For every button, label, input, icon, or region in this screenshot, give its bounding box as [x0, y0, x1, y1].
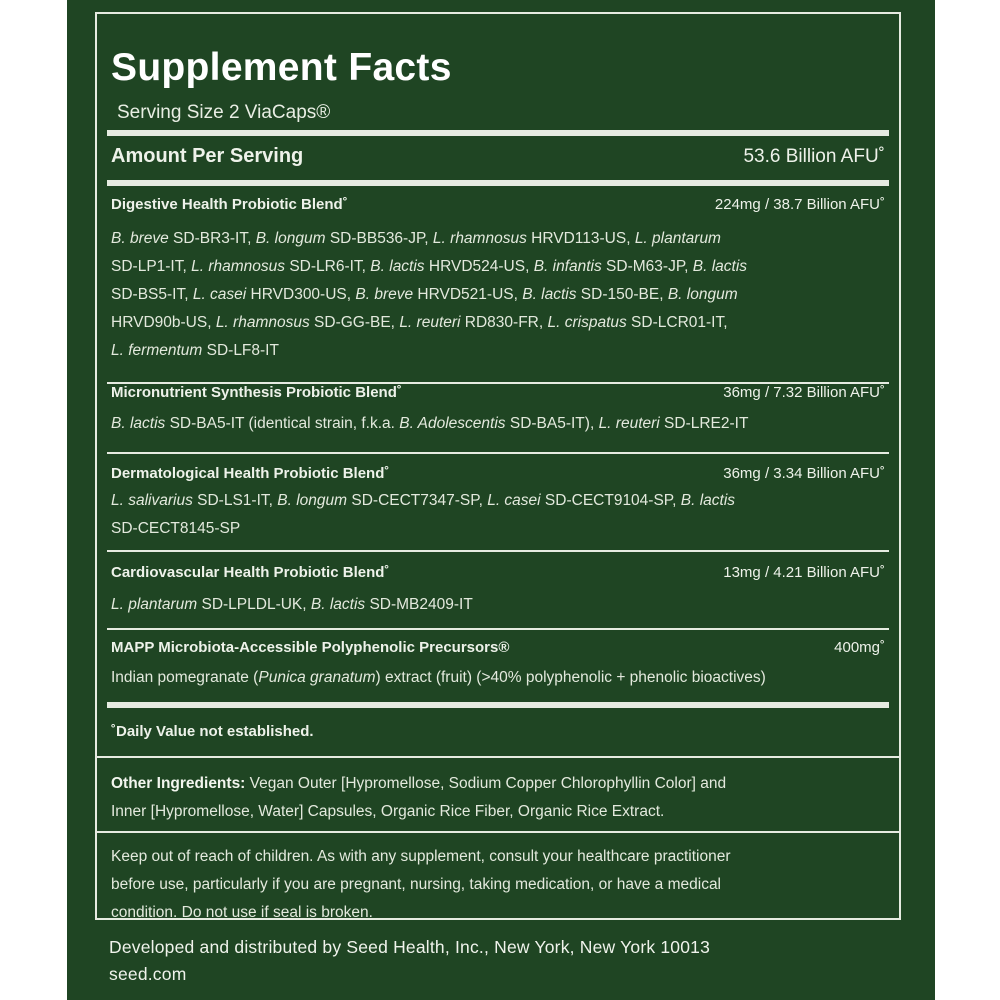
strain-line: SD-CECT8145-SP [111, 520, 241, 537]
strain-line: B. lactis SD-BA5-IT (identical strain, f.k.a. B. Adolescentis SD-BA5-IT), L. reuteri SD-LRE2-IT [111, 415, 749, 432]
blend-row [111, 384, 885, 401]
blend-name: Digestive Health Probiotic Blend˚ [111, 196, 348, 213]
supplement-facts-box [95, 12, 901, 920]
strain-line: B. breve SD-BR3-IT, B. longum SD-BB536-JP, L. rhamnosus HRVD113-US, L. plantarum [111, 230, 721, 247]
facts-title: Supplement Facts [111, 46, 452, 89]
blend-row [111, 639, 885, 656]
strain-line: SD-LP1-IT, L. rhamnosus SD-LR6-IT, B. lactis HRVD524-US, B. infantis SD-M63-JP, B. lactis [111, 258, 748, 275]
species-name: L. reuteri [399, 314, 461, 331]
blend-amount: 36mg / 7.32 Billion AFU˚ [723, 384, 885, 401]
species-name: B. breve [111, 230, 169, 247]
species-name: B. longum [667, 286, 738, 303]
strain-line: HRVD90b-US, L. rhamnosus SD-GG-BE, L. reuteri RD830-FR, L. crispatus SD-LCR01-IT, [111, 314, 728, 331]
species-name: L. plantarum [111, 596, 198, 613]
blend-name: Dermatological Health Probiotic Blend˚ [111, 465, 390, 482]
warning-line: before use, particularly if you are pregnant, nursing, taking medication, or have a medical [111, 876, 722, 893]
divider-thick [107, 702, 889, 708]
other-ingredients-label: Other Ingredients: [111, 775, 246, 792]
blend-amount: 224mg / 38.7 Billion AFU˚ [714, 196, 885, 213]
blend-name: Cardiovascular Health Probiotic Blend˚ [111, 564, 390, 581]
species-name: L. rhamnosus [191, 258, 286, 275]
species-name: L. rhamnosus [215, 314, 310, 331]
blend-strains [111, 664, 885, 692]
strain-line: L. plantarum SD-LPLDL-UK, B. lactis SD-MB2409-IT [111, 596, 473, 613]
species-name: B. Adolescentis [399, 415, 506, 432]
blend-name: Micronutrient Synthesis Probiotic Blend˚ [111, 384, 402, 401]
blend-row [111, 465, 885, 482]
species-name: L. plantarum [634, 230, 721, 247]
blend-strains [111, 487, 885, 543]
divider-thin [107, 628, 889, 630]
serving-size: Serving Size 2 ViaCaps® [117, 102, 331, 123]
warning-line: condition. Do not use if seal is broken. [111, 904, 373, 921]
divider-full [97, 831, 899, 833]
strain-line: L. salivarius SD-LS1-IT, B. longum SD-CECT7347-SP, L. casei SD-CECT9104-SP, B. lactis [111, 492, 736, 509]
species-name: B. breve [355, 286, 414, 303]
species-name: Punica granatum [258, 669, 376, 686]
species-name: L. rhamnosus [432, 230, 527, 247]
strain-line: Indian pomegranate (Punica granatum) extract (fruit) (>40% polyphenolic + phenolic bioactives) [111, 669, 766, 686]
blend-amount: 400mg˚ [834, 639, 885, 656]
species-name: L. crispatus [547, 314, 627, 331]
blend-amount: 36mg / 3.34 Billion AFU˚ [723, 465, 885, 482]
species-name: B. lactis [692, 258, 748, 275]
blend-name: MAPP Microbiota-Accessible Polyphenolic Precursors® [111, 639, 510, 656]
blend-amount: 13mg / 4.21 Billion AFU˚ [723, 564, 885, 581]
distributor-text: Developed and distributed by Seed Health, Inc., New York, New York 10013 [109, 937, 711, 957]
blend-strains [111, 410, 885, 438]
species-name: B. lactis [111, 415, 166, 432]
warning-text [111, 843, 887, 927]
amount-per-serving-value: 53.6 Billion AFU˚ [743, 146, 885, 167]
species-name: L. fermentum [111, 342, 203, 359]
species-name: B. lactis [680, 492, 736, 509]
blend-row [111, 196, 885, 213]
strain-line: SD-BS5-IT, L. casei HRVD300-US, B. breve HRVD521-US, B. lactis SD-150-BE, B. longum [111, 286, 738, 303]
blend-strains [111, 591, 885, 619]
divider-thick [107, 130, 889, 136]
species-name: L. casei [192, 286, 247, 303]
strain-line: L. fermentum SD-LF8-IT [111, 342, 279, 359]
daily-value-note: ˚Daily Value not established. [111, 723, 314, 740]
species-name: B. lactis [370, 258, 425, 275]
website-text: seed.com [109, 964, 187, 984]
other-ingredients-text: Vegan Outer [Hypromellose, Sodium Copper Chlorophyllin Color] and [245, 775, 727, 792]
blend-row [111, 564, 885, 581]
footer [109, 934, 710, 988]
species-name: L. salivarius [111, 492, 193, 509]
divider-full [97, 756, 899, 758]
species-name: B. lactis [310, 596, 366, 613]
divider-thick [107, 180, 889, 186]
blend-strains [111, 225, 885, 365]
other-ingredients-text: Inner [Hypromellose, Water] Capsules, Organic Rice Fiber, Organic Rice Extract. [111, 803, 665, 820]
other-ingredients [111, 770, 885, 826]
label-panel [67, 0, 935, 1000]
amount-per-serving-row [111, 145, 885, 168]
species-name: B. lactis [522, 286, 577, 303]
species-name: L. casei [487, 492, 541, 509]
amount-per-serving-label: Amount Per Serving [111, 145, 304, 167]
species-name: B. infantis [533, 258, 602, 275]
species-name: B. longum [277, 492, 348, 509]
species-name: B. longum [255, 230, 326, 247]
divider-thin [107, 452, 889, 454]
warning-line: Keep out of reach of children. As with any supplement, consult your healthcare practitioner [111, 848, 731, 865]
divider-thin [107, 550, 889, 552]
species-name: L. reuteri [598, 415, 660, 432]
